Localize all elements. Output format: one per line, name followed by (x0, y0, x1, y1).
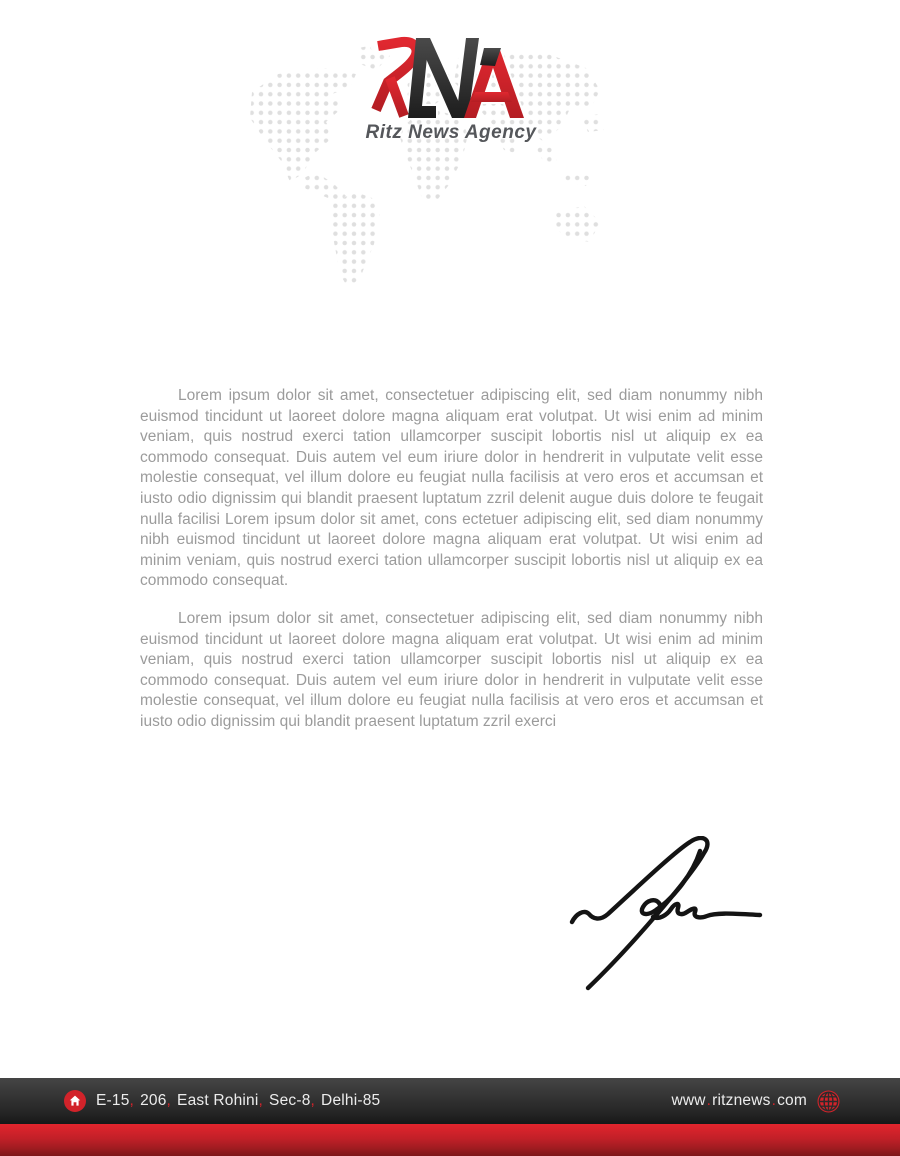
website-dot: . (706, 1092, 712, 1109)
address-part: Delhi-85 (321, 1092, 381, 1109)
footer-red-stripe (0, 1124, 900, 1156)
home-icon (64, 1090, 86, 1112)
address-part: East Rohini (177, 1092, 259, 1109)
address-part: Sec-8 (269, 1092, 311, 1109)
address-part: E-15 (96, 1092, 130, 1109)
letter-paragraph-1: Lorem ipsum dolor sit amet, consectetuer adipiscing elit, sed diam nonummy nibh euismod tincidunt ut laoreet dolore magna aliquam erat volutpat. Ut wisi enim ad minim veniam, quis nostrud exerci tation ullamcorper suscipit lobortis nisl ut aliquip ex ea commodo consequat. Duis autem vel eum iriure dolor in hendrerit in vulputate velit esse molestie consequat, vel illum dolore eu feugiat nulla facilisis at vero eros et accumsan et iusto odio dignissim qui blandit praesent luptatum zzril delenit augue duis dolore te feugait nulla facilisi Lorem ipsum dolor sit amet, cons ectetuer adipiscing elit, sed diam nonummy nibh euismod tincidunt ut laoreet dolore magna aliquam erat volutpat. Ut wisi enim ad minim veniam, quis nostrud exerci tation ullamcorper suscipit lobortis nisl ut aliquip ex ea commodo consequat. (140, 387, 763, 590)
address-separator: , (129, 1092, 135, 1109)
address-part: 206 (140, 1092, 167, 1109)
website-prefix: www (671, 1092, 706, 1109)
globe-icon (817, 1090, 840, 1113)
logo-tagline: Ritz News Agency (365, 122, 537, 143)
website-name: ritznews (712, 1092, 771, 1109)
address-separator: , (258, 1092, 264, 1109)
rna-logo (356, 36, 546, 124)
letter-paragraph-2: Lorem ipsum dolor sit amet, consectetuer adipiscing elit, sed diam nonummy nibh euismod tincidunt ut laoreet dolore magna aliquam erat volutpat. Ut wisi enim ad minim veniam, quis nostrud exerci tation ullamcorper suscipit lobortis nisl ut aliquip ex ea commodo consequat. Duis autem vel eum iriure dolor in hendrerit in vulputate velit esse molestie consequat, vel illum dolore eu feugiat nulla facilisis at vero eros et accumsan et iusto odio dignissim qui blandit praesent luptatum zzril exerci (140, 609, 763, 730)
footer-website[interactable] (671, 1090, 840, 1113)
address-separator: , (310, 1092, 316, 1109)
signature (566, 836, 776, 998)
address-separator: , (166, 1092, 172, 1109)
footer-bar (0, 1078, 900, 1124)
website-dot: . (771, 1092, 777, 1109)
footer-address (64, 1090, 380, 1112)
website-tld: com (777, 1092, 807, 1109)
letter-body (140, 386, 763, 733)
